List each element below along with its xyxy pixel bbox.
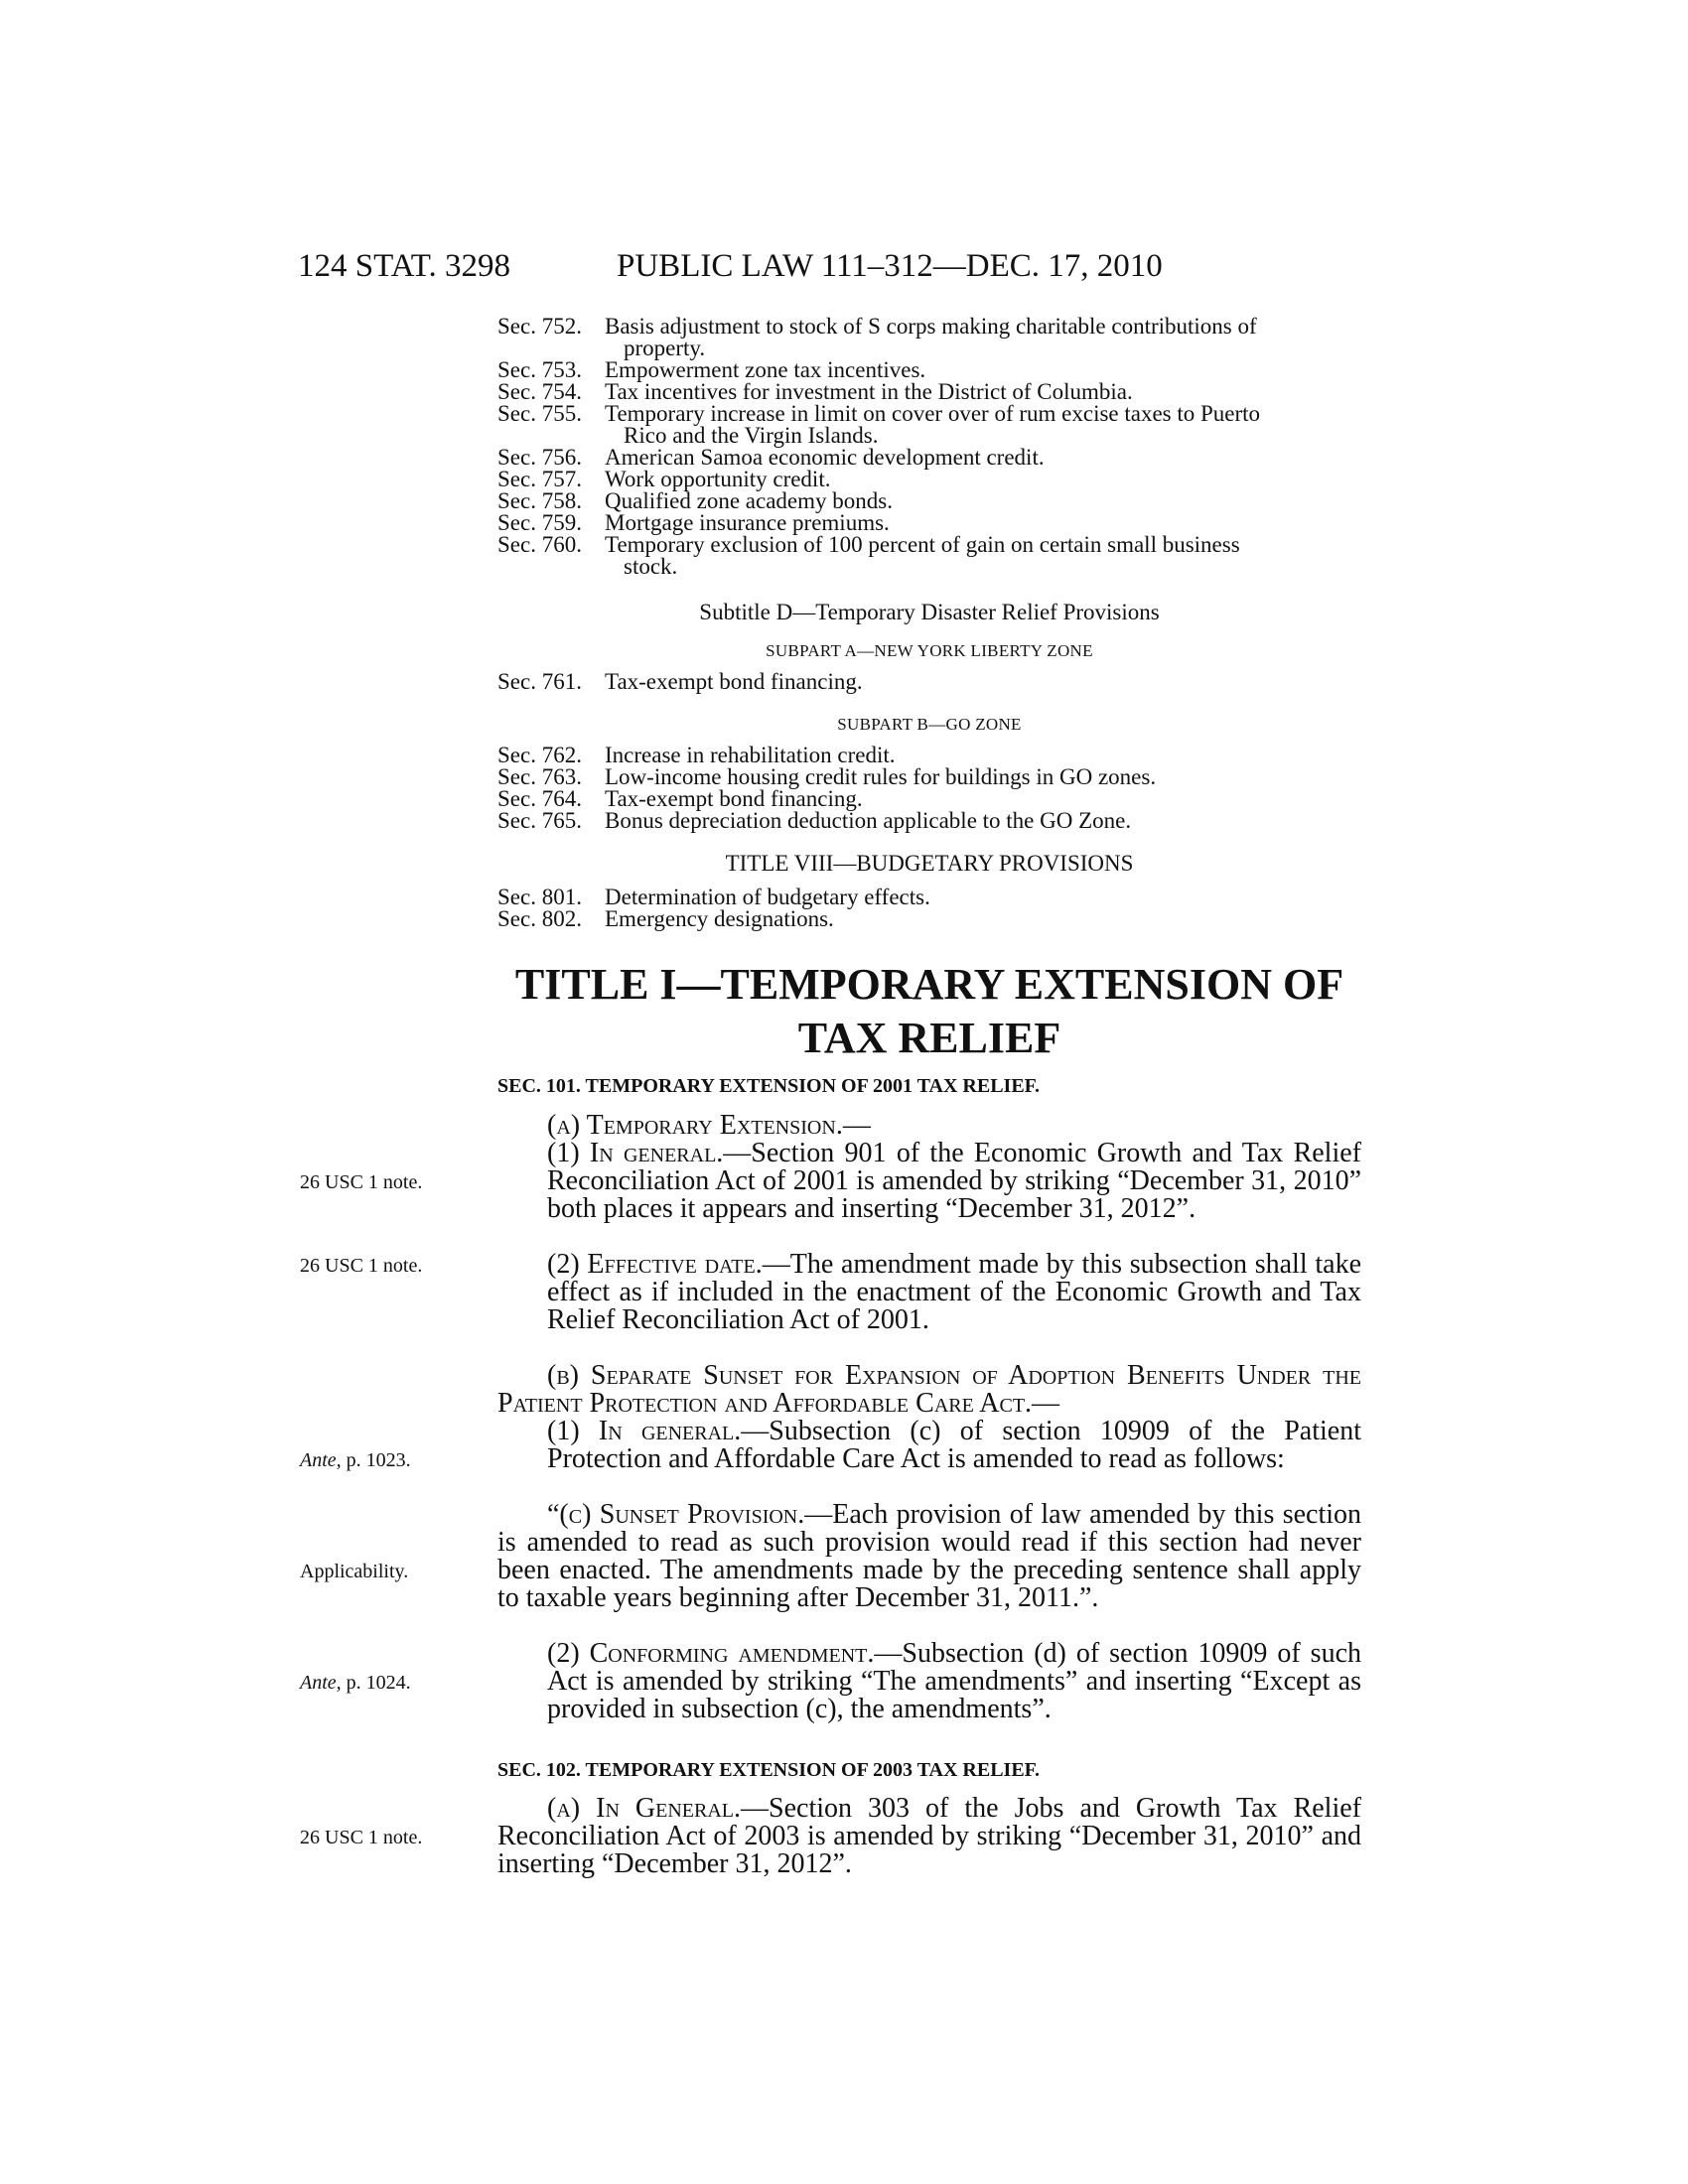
margin-note-usc: 26 USC 1 note. [300,1827,423,1848]
toc-item: Sec. 758. Qualified zone academy bonds. [497,488,893,513]
sec101-a2-lead: (2) Effective date.— [547,1249,790,1280]
margin-note-ante: Ante, p. 1024. [300,1672,411,1694]
sec101-b1-lead: (1) In general.— [547,1416,770,1446]
sec101-a2 [547,1251,1361,1334]
margin-note-applicability: Applicability. [300,1561,409,1582]
toc-item: Sec. 757. Work opportunity credit. [497,467,831,491]
toc-item-cont: Rico and the Virgin Islands. [624,423,879,448]
sec102-a-lead: (a) In General.— [547,1793,770,1824]
title-line-2: TAX RELIEF [797,1014,1061,1062]
sec101-sunset-quote [497,1501,1361,1612]
toc-item: Sec. 760. Temporary exclusion of 100 percent of gain on certain small business [497,532,1240,557]
margin-note-usc: 26 USC 1 note. [300,1255,423,1277]
title-line-1: TITLE I—TEMPORARY EXTENSION OF [514,960,1344,1009]
toc-item: Sec. 765. Bonus depreciation deduction applicable to the GO Zone. [497,808,1132,833]
toc-item: Sec. 752. Basis adjustment to stock of S corps making charitable contributions of [497,314,1257,339]
toc-title-viii: TITLE VIII—BUDGETARY PROVISIONS [725,851,1134,876]
toc-item-cont: property. [624,336,706,360]
sec102-a [497,1795,1361,1878]
sec101-b1-text: Subsection (c) of section 10909 of the Patient Protection and Affordable Care Act is amended to read as follows: [547,1416,1361,1474]
toc-item: Sec. 763. Low-income housing credit rules for buildings in GO zones. [497,764,1157,789]
sec101-a1 [547,1140,1361,1223]
title-heading [497,958,1361,1065]
toc-item: Sec. 755. Temporary increase in limit on cover over of rum excise taxes to Puerto [497,401,1261,426]
toc-item: Sec. 759. Mortgage insurance premiums. [497,510,890,535]
sec101-a1-lead: (1) In general.— [547,1138,752,1168]
sec101-a2-text: The amendment made by this subsection shall take effect as if included in the enactment of the Economic Growth and Tax Relief Reconciliation Act of 2001. [547,1249,1361,1335]
sec101-b-label: (b) Separate Sunset for Expansion of Adoption Benefits Under the Patient Protection and Affordable Care Act.— [497,1360,1361,1419]
sec101-a-label: (a) Temporary Extension.— [547,1110,871,1141]
toc-item: Sec. 754. Tax incentives for investment in the District of Columbia. [497,379,1133,404]
sec101-b2-lead: (2) Conforming amendment.— [547,1638,903,1669]
toc-subpart: SUBPART B—GO ZONE [837,715,1022,734]
law-citation-header: PUBLIC LAW 111–312—DEC. 17, 2010 [617,248,1163,284]
toc-item: Sec. 764. Tax-exempt bond financing. [497,786,863,811]
margin-note-usc: 26 USC 1 note. [300,1171,423,1193]
sec101-b1 [547,1418,1361,1473]
section-102-heading: SEC. 102. TEMPORARY EXTENSION OF 2003 TAX RELIEF. [497,1759,1041,1781]
toc-item: Sec. 756. American Samoa economic development credit. [497,445,1045,470]
toc-item-cont: stock. [624,554,678,579]
sec101-quote-lead: “(c) Sunset Provision.— [547,1499,833,1530]
toc-item: Sec. 801. Determination of budgetary effects. [497,885,930,909]
toc-item: Sec. 802. Emergency designations. [497,906,834,931]
toc-item: Sec. 753. Empowerment zone tax incentives. [497,357,926,382]
sec101-quote-text: Each provision of law amended by this section is amended to read as such provision would read if this section had never been enacted. The amendments made by the preceding sentence shall apply to taxable years beginning after December 31, 2011.”. [497,1499,1362,1613]
section-101-heading: SEC. 101. TEMPORARY EXTENSION OF 2001 TAX RELIEF. [497,1075,1041,1097]
toc-subpart: SUBPART A—NEW YORK LIBERTY ZONE [766,641,1093,660]
sec101-a1-text: Section 901 of the Economic Growth and Tax Relief Reconciliation Act of 2001 is amended by striking “December 31, 2010” both places it appears and inserting “December 31, 2012”. [547,1138,1361,1224]
sec101-b2-text: Subsection (d) of section 10909 of such Act is amended by striking “The amendments” and inserting “Except as provided in subsection (c), the amendments”. [547,1638,1361,1724]
sec102-a-text: Section 303 of the Jobs and Growth Tax Relief Reconciliation Act of 2003 is amended by striking “December 31, 2010” and inserting “December 31, 2012”. [497,1793,1361,1879]
toc-subtitle: Subtitle D—Temporary Disaster Relief Provisions [699,600,1160,624]
page-reference: 124 STAT. 3298 [298,248,511,284]
toc-item: Sec. 761. Tax-exempt bond financing. [497,669,863,694]
sec101-b2 [547,1640,1361,1723]
toc-item: Sec. 762. Increase in rehabilitation credit. [497,743,896,767]
margin-note-ante: Ante, p. 1023. [300,1449,411,1471]
